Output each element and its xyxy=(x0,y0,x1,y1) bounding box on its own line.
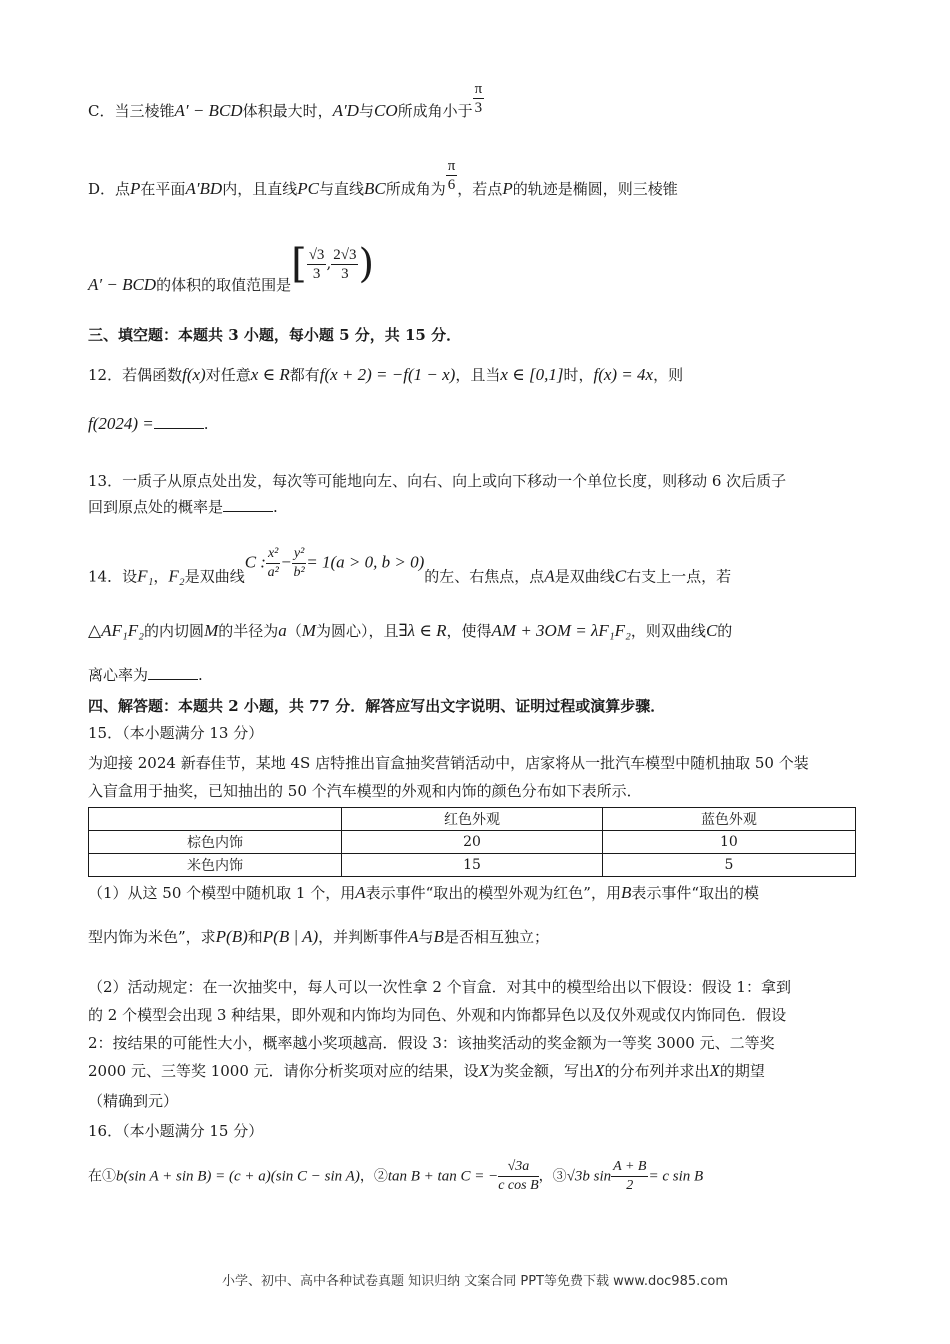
question-15-para1: 为迎接 2024 新春佳节，某地 4S 店特推出盲盒抽奖营销活动中，店家将从一批汽车模型中随机抽取 50 个装 xyxy=(88,754,809,772)
question-15-header: 15．（本小题满分 13 分） xyxy=(88,724,264,742)
question-15-para2: 入盲盒用于抽奖，已知抽出的 50 个汽车模型的外观和内饰的颜色分布如下表所示． xyxy=(88,782,642,800)
answer-blank[interactable] xyxy=(223,497,273,512)
table-cell: 10 xyxy=(602,831,855,854)
table-cell xyxy=(89,808,342,831)
option-d: D．点P在平面A′BD内，且直线PC与直线BC所成角为 $\frac{\pi}{6}$ ，若点P的轨迹是椭圆，则三棱锥 xyxy=(88,157,678,198)
table-cell: 棕色内饰 xyxy=(89,831,342,854)
table-cell: 15 xyxy=(342,854,603,877)
question-15-part2-l3: 2：按结果的可能性大小，概率越小奖项越高．假设 3：该抽奖活动的奖金额为一等奖 3000 元、二等奖 xyxy=(88,1034,775,1052)
question-12-ask: f(2024) = . xyxy=(88,414,209,433)
table-cell: 20 xyxy=(342,831,603,854)
question-15-part2-l2: 的 2 个模型会出现 3 种结果，即外观和内饰均为同色、外观和内饰都异色以及仅外观或仅内饰同色．假设 xyxy=(88,1006,787,1024)
question-15-part2-l4: 2000 元、三等奖 1000 元．请你分析奖项对应的结果，设X为奖金额，写出X的分布列并求出X的期望 xyxy=(88,1061,765,1080)
table-cell: 米色内饰 xyxy=(89,854,342,877)
question-14-line2: △AF₁F₂的内切圆M的半径为a（M为圆心），且∃λ ∈ R，使得AM + 3OM = λF₁F₂，则双曲线C的 xyxy=(88,621,733,640)
table-cell: 5 xyxy=(602,854,855,877)
table-cell: 红色外观 xyxy=(342,808,603,831)
question-16-header: 16．（本小题满分 15 分） xyxy=(88,1122,264,1140)
table-row xyxy=(89,831,856,854)
question-14-line3: 离心率为 . xyxy=(88,666,203,684)
question-12: 12．若偶函数f(x)对任意x ∈ R都有f(x + 2) = −f(1 − x)，且当x ∈ [0,1]时，f(x) = 4x，则 xyxy=(88,365,684,384)
question-15-part2-l1: （2）活动规定：在一次抽奖中，每人可以一次性拿 2 个盲盒．对其中的模型给出以下假设：假设 1：拿到 xyxy=(88,978,791,996)
option-c: C．当三棱锥A′ − BCD体积最大时，A′D与CO所成角小于 $\frac{\pi}{3}$ xyxy=(88,80,483,120)
question-14: 14．设F₁，F₂是双曲线C : $\frac{\text{x²}}{\text{a²}}$ − $\frac{\text{y²}}{\text{b²}}$ = 1(a > 0, b > 0)的左、右焦点，点A是双曲线C右支上一点，若 xyxy=(88,546,732,586)
question-15-part1: （1）从这 50 个模型中随机取 1 个，用A表示事件“取出的模型外观为红色”，用B表示事件“取出的模 xyxy=(88,883,760,902)
angle-fraction: $\frac{\pi}{3}$ xyxy=(474,80,483,116)
table-header-row xyxy=(89,808,856,831)
page-footer: 小学、初中、高中各种试卷真题 知识归纳 文案合同 PPT等免费下载 www.doc985.com xyxy=(221,1274,729,1289)
question-13: 13．一质子从原点处出发，每次等可能地向左、向右、向上或向下移动一个单位长度，则移动 6 次后质子 xyxy=(88,472,787,490)
section-3-heading: 三、填空题：本题共 3 小题，每小题 5 分，共 15 分． xyxy=(88,326,462,344)
color-distribution-table xyxy=(88,807,856,877)
question-15-part1-cont: 型内饰为米色”，求P(B)和P(B | A)，并判断事件A与B是否相互独立； xyxy=(88,927,549,946)
answer-blank[interactable] xyxy=(148,665,198,680)
question-16-conditions: 在①b(sin A + sin B) = (c + a)(sin C − sin A)，②tan B + tan C = − $\frac{√3a}{\text{c cos B}}$ ，③√3b sin $\frac{A + B}{2}$ = c sin B xyxy=(88,1159,704,1193)
question-15-part2-l5: （精确到元） xyxy=(88,1092,179,1110)
table-cell: 蓝色外观 xyxy=(602,808,855,831)
option-d-range: A′ − BCD的体积的取值范围是[ $\frac{√3}{3}$ , $\frac{2√3}{3}$ ) xyxy=(88,241,375,294)
pyramid-label: A′ − BCD xyxy=(174,101,243,120)
table-row xyxy=(89,854,856,877)
section-4-heading: 四、解答题：本题共 2 小题，共 77 分．解答应写出文字说明、证明过程或演算步骤． xyxy=(88,697,666,715)
answer-blank[interactable] xyxy=(154,414,204,429)
angle-fraction: $\frac{\pi}{6}$ xyxy=(447,157,456,193)
question-13-line2: 回到原点处的概率是 . xyxy=(88,498,278,516)
